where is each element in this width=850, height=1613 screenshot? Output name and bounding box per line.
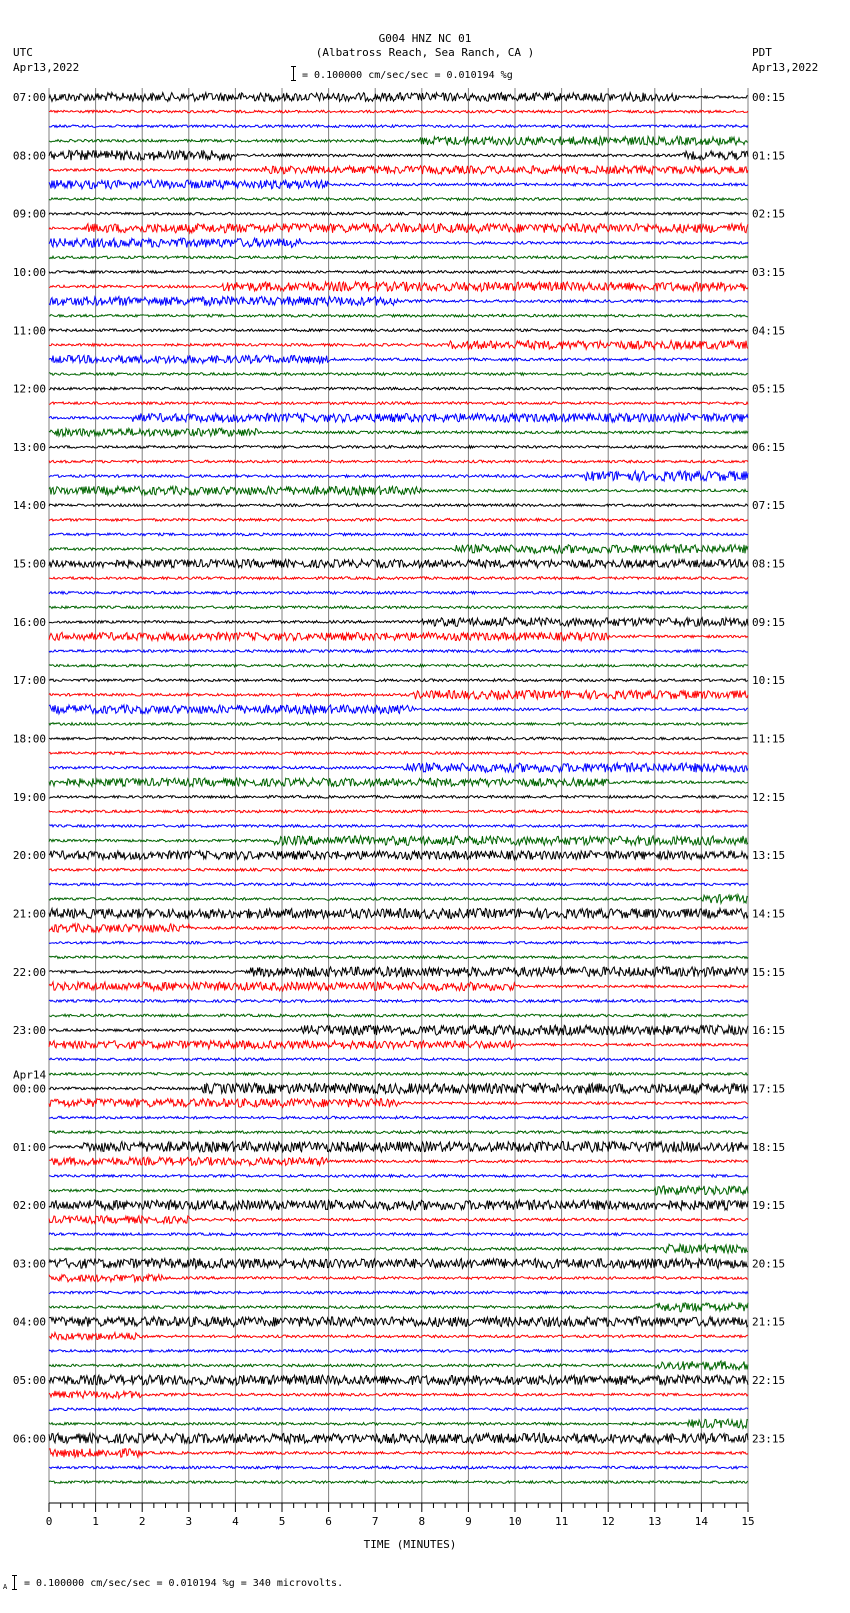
trace-10 bbox=[49, 238, 748, 247]
trace-84 bbox=[49, 1317, 748, 1327]
x-tick-label: 5 bbox=[278, 1515, 286, 1528]
trace-73 bbox=[49, 1157, 748, 1165]
trace-15 bbox=[49, 314, 748, 317]
trace-28 bbox=[49, 504, 748, 507]
trace-63 bbox=[49, 1014, 748, 1017]
trace-45 bbox=[49, 752, 748, 755]
utc-hour-label: 16:00 bbox=[12, 615, 46, 629]
x-tick-label: 13 bbox=[648, 1515, 662, 1528]
utc-hour-label: 15:00 bbox=[12, 557, 46, 571]
trace-4 bbox=[49, 150, 748, 160]
pdt-hour-label: 08:15 bbox=[752, 557, 786, 571]
pdt-hour-label: 19:15 bbox=[752, 1199, 786, 1213]
trace-51 bbox=[49, 836, 748, 845]
pdt-hour-label: 21:15 bbox=[752, 1315, 786, 1329]
utc-hour-label: 14:00 bbox=[12, 499, 46, 513]
utc-hour-label: 17:00 bbox=[12, 674, 46, 688]
pdt-hour-label: 00:15 bbox=[752, 91, 786, 104]
trace-group bbox=[49, 93, 748, 1484]
trace-7 bbox=[49, 198, 748, 201]
trace-87 bbox=[49, 1361, 748, 1370]
trace-32 bbox=[49, 560, 748, 568]
utc-hour-label: 02:00 bbox=[12, 1199, 46, 1213]
trace-75 bbox=[49, 1186, 748, 1195]
x-tick-label: 1 bbox=[92, 1515, 99, 1528]
x-tick-label: 2 bbox=[138, 1515, 146, 1528]
utc-hour-label: 20:00 bbox=[12, 849, 46, 863]
trace-54 bbox=[49, 883, 748, 886]
chart-title: G004 HNZ NC 01 bbox=[378, 32, 472, 45]
x-tick-label: 4 bbox=[232, 1515, 239, 1528]
trace-9 bbox=[49, 224, 748, 233]
trace-30 bbox=[49, 533, 748, 536]
trace-18 bbox=[49, 355, 748, 363]
trace-26 bbox=[49, 471, 748, 481]
utc-hour-label: 06:00 bbox=[12, 1432, 46, 1446]
footer-scale-text: = 0.100000 cm/sec/sec = 0.010194 %g = 340 microvolts. bbox=[24, 1578, 344, 1589]
footer-scale-cap-bottom bbox=[12, 1589, 17, 1590]
trace-19 bbox=[49, 373, 748, 376]
trace-56 bbox=[49, 909, 748, 919]
trace-36 bbox=[49, 618, 748, 627]
footer-scale-cap-top bbox=[12, 1575, 17, 1576]
trace-59 bbox=[49, 956, 748, 959]
trace-11 bbox=[49, 256, 748, 259]
trace-21 bbox=[49, 402, 748, 405]
utc-hour-label: 01:00 bbox=[12, 1140, 46, 1154]
trace-35 bbox=[49, 606, 748, 609]
utc-date-label: Apr14 bbox=[13, 1068, 47, 1082]
trace-85 bbox=[49, 1333, 748, 1340]
trace-80 bbox=[49, 1259, 748, 1269]
trace-5 bbox=[49, 166, 748, 174]
x-tick-label: 10 bbox=[508, 1515, 522, 1528]
trace-83 bbox=[49, 1303, 748, 1312]
pdt-hour-label: 23:15 bbox=[752, 1432, 786, 1446]
trace-81 bbox=[49, 1275, 748, 1282]
utc-hour-label: 09:00 bbox=[12, 207, 46, 221]
pdt-hour-label: 14:15 bbox=[752, 907, 786, 921]
trace-65 bbox=[49, 1041, 748, 1049]
trace-12 bbox=[49, 271, 748, 274]
trace-90 bbox=[49, 1408, 748, 1411]
utc-hour-label: 11:00 bbox=[12, 324, 46, 338]
trace-50 bbox=[49, 825, 748, 828]
x-tick-label: 7 bbox=[371, 1515, 379, 1528]
x-tick-label: 8 bbox=[418, 1515, 426, 1528]
right-timezone: PDT bbox=[752, 46, 772, 59]
right-date: Apr13,2022 bbox=[752, 61, 819, 74]
trace-58 bbox=[49, 941, 748, 944]
trace-74 bbox=[49, 1175, 748, 1178]
trace-38 bbox=[49, 650, 748, 653]
trace-29 bbox=[49, 519, 748, 522]
x-tick-label: 9 bbox=[465, 1515, 472, 1528]
x-tick-label: 12 bbox=[601, 1515, 615, 1528]
utc-hour-label: 03:00 bbox=[12, 1257, 46, 1271]
x-tick-label: 6 bbox=[325, 1515, 332, 1528]
pdt-hour-label: 06:15 bbox=[752, 440, 786, 454]
pdt-hour-label: 22:15 bbox=[752, 1374, 786, 1388]
trace-94 bbox=[49, 1466, 748, 1469]
pdt-hour-label: 20:15 bbox=[752, 1257, 786, 1271]
utc-hour-label: 18:00 bbox=[12, 732, 46, 746]
trace-86 bbox=[49, 1350, 748, 1353]
pdt-hour-label: 16:15 bbox=[752, 1024, 786, 1038]
trace-42 bbox=[49, 705, 748, 714]
trace-77 bbox=[49, 1216, 748, 1224]
trace-24 bbox=[49, 446, 748, 449]
pdt-hour-label: 07:15 bbox=[752, 499, 786, 513]
trace-25 bbox=[49, 460, 748, 463]
scale-text: = 0.100000 cm/sec/sec = 0.010194 %g bbox=[302, 70, 513, 81]
trace-71 bbox=[49, 1131, 748, 1134]
trace-89 bbox=[49, 1391, 748, 1399]
pdt-hour-label: 09:15 bbox=[752, 615, 786, 629]
trace-82 bbox=[49, 1291, 748, 1294]
utc-hour-label: 00:00 bbox=[12, 1082, 46, 1096]
trace-8 bbox=[49, 212, 748, 215]
trace-92 bbox=[49, 1433, 748, 1443]
trace-0 bbox=[49, 93, 748, 102]
pdt-hour-label: 03:15 bbox=[752, 265, 786, 279]
trace-14 bbox=[49, 297, 748, 306]
x-tick-label: 0 bbox=[45, 1515, 53, 1528]
trace-33 bbox=[49, 577, 748, 580]
trace-13 bbox=[49, 282, 748, 291]
trace-68 bbox=[49, 1083, 748, 1093]
utc-hour-label: 05:00 bbox=[12, 1374, 46, 1388]
trace-70 bbox=[49, 1116, 748, 1119]
trace-34 bbox=[49, 591, 748, 594]
trace-16 bbox=[49, 329, 748, 332]
x-tick-label: 14 bbox=[694, 1515, 709, 1528]
trace-62 bbox=[49, 1000, 748, 1003]
utc-hour-label: 23:00 bbox=[12, 1024, 46, 1038]
pdt-hour-label: 05:15 bbox=[752, 382, 786, 396]
time-axis bbox=[46, 1503, 755, 1528]
utc-hour-label: 07:00 bbox=[12, 91, 46, 104]
x-tick-label: 11 bbox=[554, 1515, 569, 1528]
utc-hour-label: 08:00 bbox=[12, 149, 46, 163]
trace-55 bbox=[49, 895, 748, 904]
trace-78 bbox=[49, 1233, 748, 1236]
trace-76 bbox=[49, 1200, 748, 1210]
trace-43 bbox=[49, 723, 748, 726]
utc-hour-label: 19:00 bbox=[12, 790, 46, 804]
trace-46 bbox=[49, 763, 748, 772]
pdt-hour-label: 12:15 bbox=[752, 790, 786, 804]
left-timezone: UTC bbox=[13, 46, 33, 59]
trace-17 bbox=[49, 341, 748, 350]
trace-49 bbox=[49, 810, 748, 813]
trace-41 bbox=[49, 690, 748, 699]
trace-66 bbox=[49, 1058, 748, 1061]
trace-60 bbox=[49, 967, 748, 977]
utc-hour-label: 13:00 bbox=[12, 440, 46, 454]
x-tick-label: 3 bbox=[185, 1515, 193, 1528]
pdt-hour-label: 02:15 bbox=[752, 207, 786, 221]
trace-44 bbox=[49, 737, 748, 740]
pdt-hour-label: 13:15 bbox=[752, 849, 786, 863]
pdt-hour-label: 15:15 bbox=[752, 965, 786, 979]
trace-47 bbox=[49, 778, 748, 786]
trace-27 bbox=[49, 486, 748, 495]
left-date: Apr13,2022 bbox=[13, 61, 80, 74]
utc-hour-label: 04:00 bbox=[12, 1315, 46, 1329]
trace-61 bbox=[49, 982, 748, 991]
trace-40 bbox=[49, 679, 748, 682]
trace-91 bbox=[49, 1419, 748, 1428]
pdt-hour-label: 10:15 bbox=[752, 674, 786, 688]
footer-scale-bar-icon bbox=[14, 1575, 15, 1589]
trace-37 bbox=[49, 632, 748, 640]
trace-72 bbox=[49, 1142, 748, 1153]
footer-prefix: A bbox=[3, 1583, 8, 1591]
utc-hour-label: 22:00 bbox=[12, 965, 46, 979]
trace-57 bbox=[49, 924, 748, 933]
x-tick-label: 15 bbox=[741, 1515, 755, 1528]
trace-95 bbox=[49, 1481, 748, 1484]
trace-22 bbox=[49, 413, 748, 422]
trace-93 bbox=[49, 1449, 748, 1458]
utc-hour-label: 10:00 bbox=[12, 265, 46, 279]
pdt-hour-label: 04:15 bbox=[752, 324, 786, 338]
utc-hour-label: 12:00 bbox=[12, 382, 46, 396]
trace-52 bbox=[49, 851, 748, 860]
trace-2 bbox=[49, 125, 748, 128]
chart-subtitle: (Albatross Reach, Sea Ranch, CA ) bbox=[315, 46, 535, 59]
trace-48 bbox=[49, 796, 748, 799]
trace-31 bbox=[49, 545, 748, 554]
trace-79 bbox=[49, 1244, 748, 1253]
x-axis-label: TIME (MINUTES) bbox=[363, 1538, 457, 1551]
trace-67 bbox=[49, 1073, 748, 1076]
pdt-hour-label: 17:15 bbox=[752, 1082, 786, 1096]
trace-88 bbox=[49, 1375, 748, 1385]
trace-23 bbox=[49, 428, 748, 436]
trace-39 bbox=[49, 664, 748, 667]
pdt-hour-label: 11:15 bbox=[752, 732, 786, 746]
utc-hour-label: 21:00 bbox=[12, 907, 46, 921]
trace-20 bbox=[49, 387, 748, 390]
trace-64 bbox=[49, 1025, 748, 1035]
pdt-hour-label: 18:15 bbox=[752, 1140, 786, 1154]
trace-69 bbox=[49, 1099, 748, 1108]
trace-53 bbox=[49, 868, 748, 871]
trace-3 bbox=[49, 136, 748, 145]
pdt-hour-label: 01:15 bbox=[752, 149, 786, 163]
trace-6 bbox=[49, 180, 748, 189]
trace-1 bbox=[49, 110, 748, 113]
